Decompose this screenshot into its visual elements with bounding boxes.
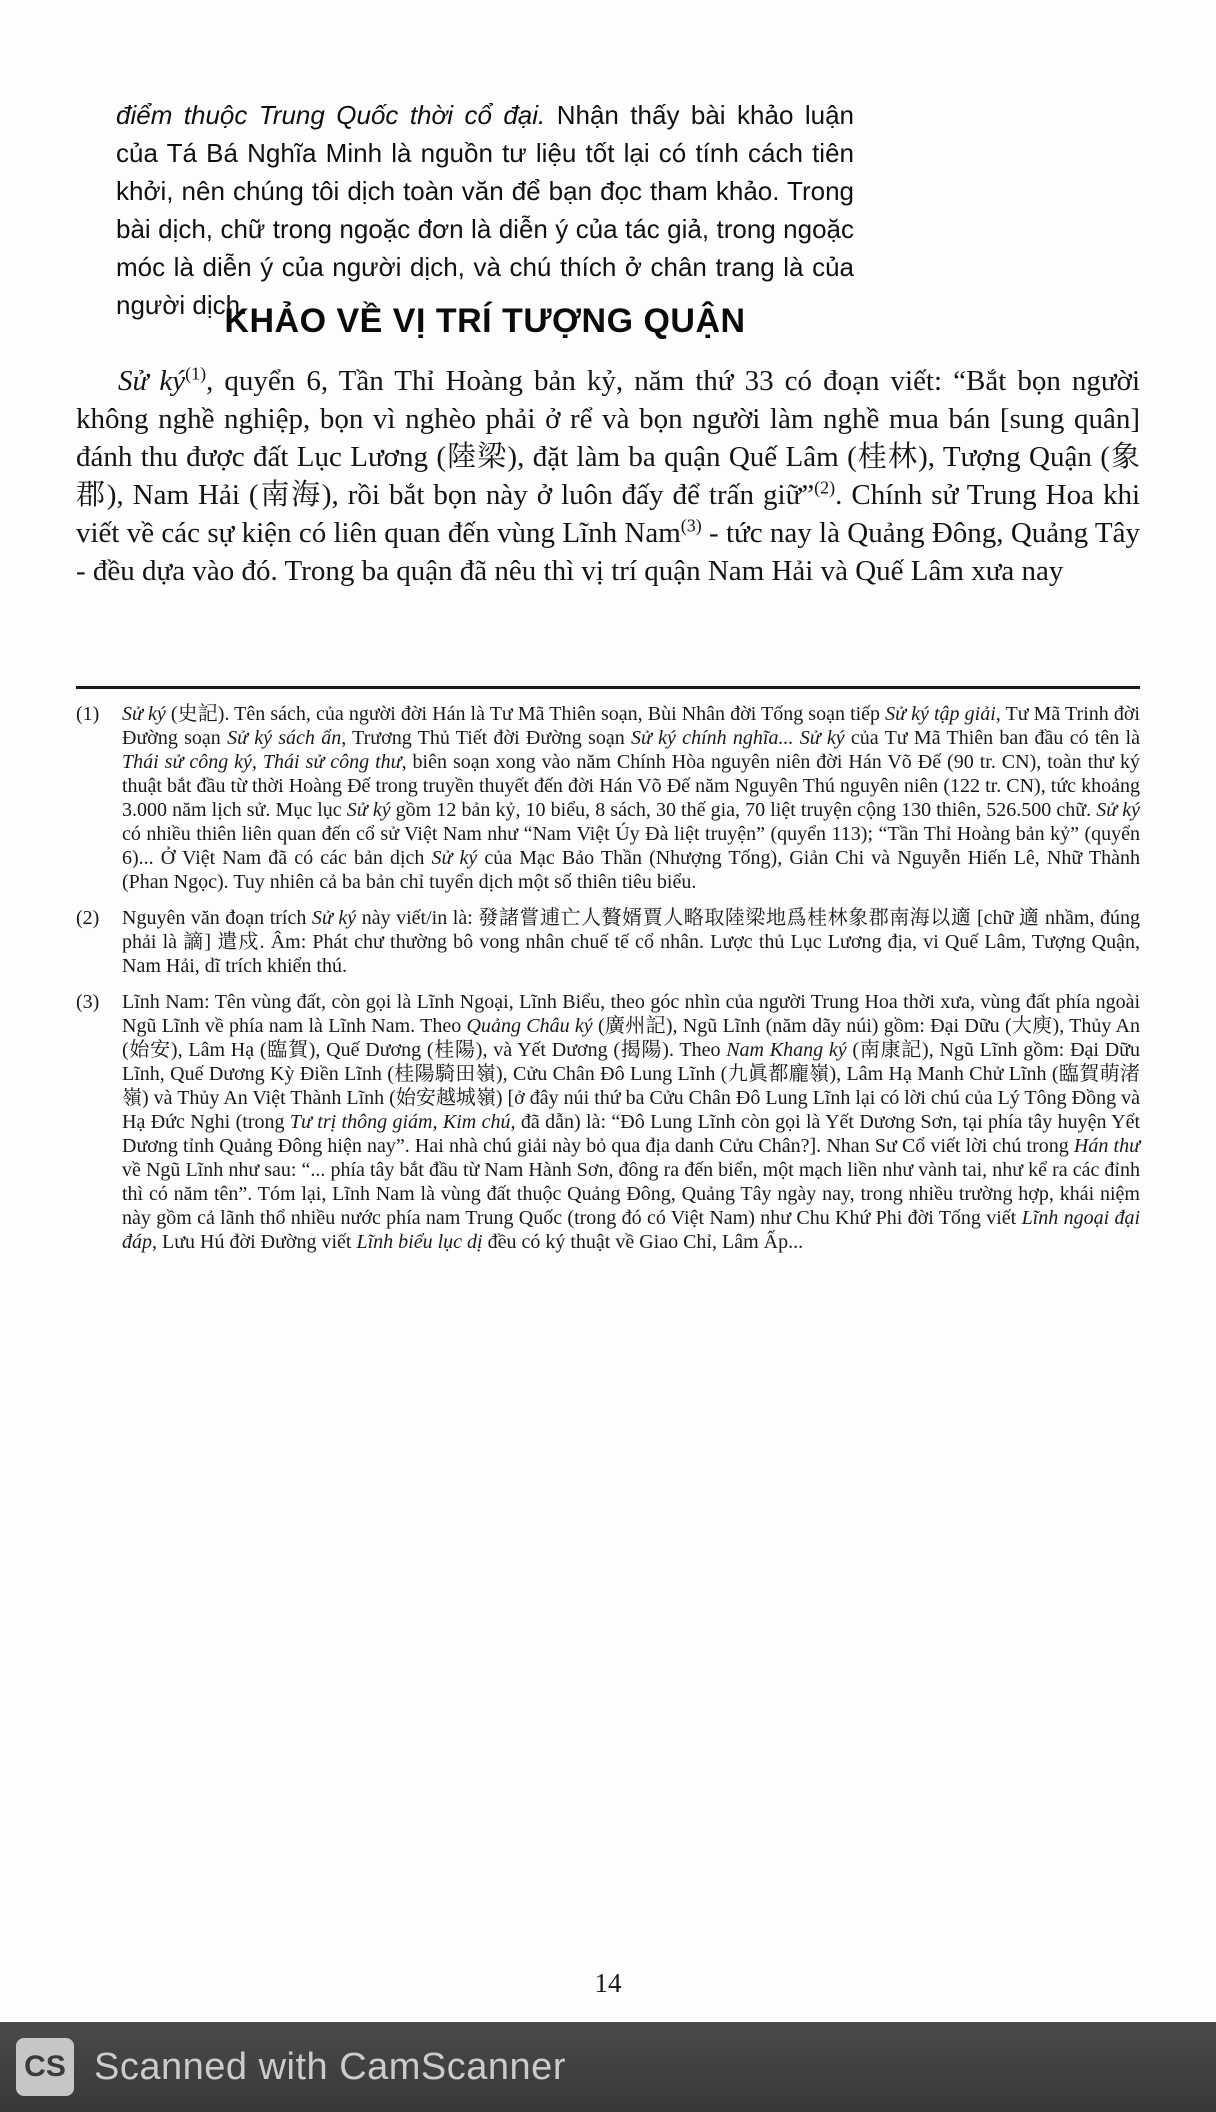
footnote-3 — [76, 990, 1140, 1254]
footnote-1-marker: (1) — [76, 703, 100, 725]
footnote-1 — [76, 702, 1140, 894]
footnote-3-text: Lĩnh Nam: Tên vùng đất, còn gọi là Lĩnh Ngoại, Lĩnh Biểu, theo góc nhìn của người Trung Hoa thời xưa, vùng đất phía ngoài Ngũ Lĩnh về phía nam là Lĩnh Nam. Theo Quảng Châu ký (廣州記), Ngũ Lĩnh (năm dãy núi) gồm: Đại Dữu (大庾), Thủy An (始安), Lâm Hạ (臨賀), Quế Dương (桂陽), và Yết Dương (揭陽). Theo Nam Khang ký (南康記), Ngũ Lĩnh gồm: Đại Dữu Lĩnh, Quế Dương Kỳ Điền Lĩnh (桂陽騎田嶺), Cửu Chân Đô Lung Lĩnh (九眞都龐嶺), Lâm Hạ Manh Chử Lĩnh (臨賀萌渚嶺) và Thủy An Việt Thành Lĩnh (始安越城嶺) [ở đây núi thứ ba Cửu Chân Đô Lung Lĩnh lại có lời chú của Lý Tông Đồng và Hạ Đức Nghi (trong Tư trị thông giám, Kim chú, đã dẫn) là: “Đô Lung Lĩnh còn gọi là Yết Dương Sơn, tại phía tây huyện Yết Dương tỉnh Quảng Đông hiện nay”. Hai nhà chú giải này bỏ qua địa danh Cửu Chân?]. Nhan Sư Cổ viết lời chú trong Hán thư về Ngũ Lĩnh như sau: “... phía tây bắt đầu từ Nam Hành Sơn, đông ra đến biển, một mạch liền như vành tai, như kể ra các đỉnh thì có năm tên”. Tóm lại, Lĩnh Nam là vùng đất thuộc Quảng Đông, Quảng Tây ngày nay, trong nhiều trường hợp, khái niệm này gồm cả lãnh thổ nhiều nước phía nam Trung Quốc (trong đó có Việt Nam) như Chu Khứ Phi đời Tống viết Lĩnh ngoại đại đáp, Lưu Hú đời Đường viết Lĩnh biểu lục dị đều có ký thuật về Giao Chỉ, Lâm Ấp... — [122, 991, 1141, 1253]
footnote-2-text: Nguyên văn đoạn trích Sử ký này viết/in là: 發諸嘗逋亡人贅婿賈人略取陸梁地爲桂林象郡南海以適 [chữ 適 nhầm, đúng phải là 謫] 遣戍. Âm: Phát chư thường bô vong nhân chuế tế cổ nhân. Lược thủ Lục Lương địa, vi Quế Lâm, Tượng Quận, Nam Hải, dĩ trích khiển thú. — [122, 907, 1140, 977]
footnote-1-text: Sử ký (史記). Tên sách, của người đời Hán là Tư Mã Thiên soạn, Bùi Nhân đời Tống soạn tiếp Sử ký tập giải, Tư Mã Trinh đời Đường soạn Sử ký sách ẩn, Trương Thủ Tiết đời Đường soạn Sử ký chính nghĩa... Sử ký của Tư Mã Thiên ban đầu có tên là Thái sử công ký, Thái sử công thư, biên soạn xong vào năm Chính Hòa nguyên niên đời Hán Võ Đế (90 tr. CN), toàn thư ký thuật bắt đầu từ thời Hoàng Đế trong truyền thuyết đến đời Hán Võ Đế năm Nguyên Thú nguyên niên (122 tr. CN), tức khoảng 3.000 năm lịch sử. Mục lục Sử ký gồm 12 bản kỷ, 10 biểu, 8 sách, 30 thế gia, 70 liệt truyện cộng 130 thiên, 526.500 chữ. Sử ký có nhiều thiên liên quan đến cổ sử Việt Nam như “Nam Việt Úy Đà liệt truyện” (quyển 113); “Tần Thỉ Hoàng bản kỷ” (quyển 6)... Ở Việt Nam đã có các bản dịch Sử ký của Mạc Bảo Thần (Nhượng Tống), Giản Chi và Nguyễn Hiến Lê, Nhữ Thành (Phan Ngọc). Tuy nhiên cả ba bản chỉ tuyển dịch một số thiên tiêu biểu. — [122, 703, 1141, 893]
body-paragraph: Sử $ký^{(1)}$, quyển 6, Tần Thỉ Hoàng bản kỷ, năm thứ 33 có đoạn viết: “Bắt bọn người không nghề nghiệp, bọn vì nghèo phải ở rể và bọn người làm nghề mua bán [sung quân] đánh thu được đất Lục Lương (陸梁), đặt làm ba quận Quế Lâm (桂林), Tượng Quận (象郡), Nam Hải (南海), rồi bắt bọn này ở luôn đấy để trấn giữ”$^{(2)}$. Chính sử Trung Hoa khi viết về các sự kiện có liên quan đến vùng Lĩnh Nam$^{(3)}$ - tức nay là Quảng Đông, Quảng Tây - đều dựa vào đó. Trong ba quận đã nêu thì vị trí quận Nam Hải và Quế Lâm xưa nay — [76, 363, 1140, 587]
camscanner-logo-icon: CS — [16, 2038, 74, 2096]
camscanner-label: Scanned with CamScanner — [94, 2045, 566, 2088]
section-heading: KHẢO VỀ VỊ TRÍ TƯỢNG QUẬN — [224, 302, 746, 340]
footnote-2 — [76, 906, 1140, 978]
footnote-3-marker: (3) — [76, 991, 100, 1013]
intro-paragraph: điểm thuộc Trung Quốc thời cổ đại. Nhận thấy bài khảo luận của Tá Bá Nghĩa Minh là nguồn tư liệu tốt lại có tính cách tiên khởi, nên chúng tôi dịch toàn văn để bạn đọc tham khảo. Trong bài dịch, chữ trong ngoặc đơn là diễn ý của tác giả, trong ngoặc móc là diễn ý của người dịch, và chú thích ở chân trang là của người dịch. — [116, 100, 854, 320]
page-number: 14 — [594, 1968, 622, 1998]
footnotes-section — [76, 702, 1140, 1266]
footnote-divider — [76, 686, 1140, 689]
footnote-2-marker: (2) — [76, 907, 100, 929]
camscanner-bar — [0, 2022, 1216, 2112]
